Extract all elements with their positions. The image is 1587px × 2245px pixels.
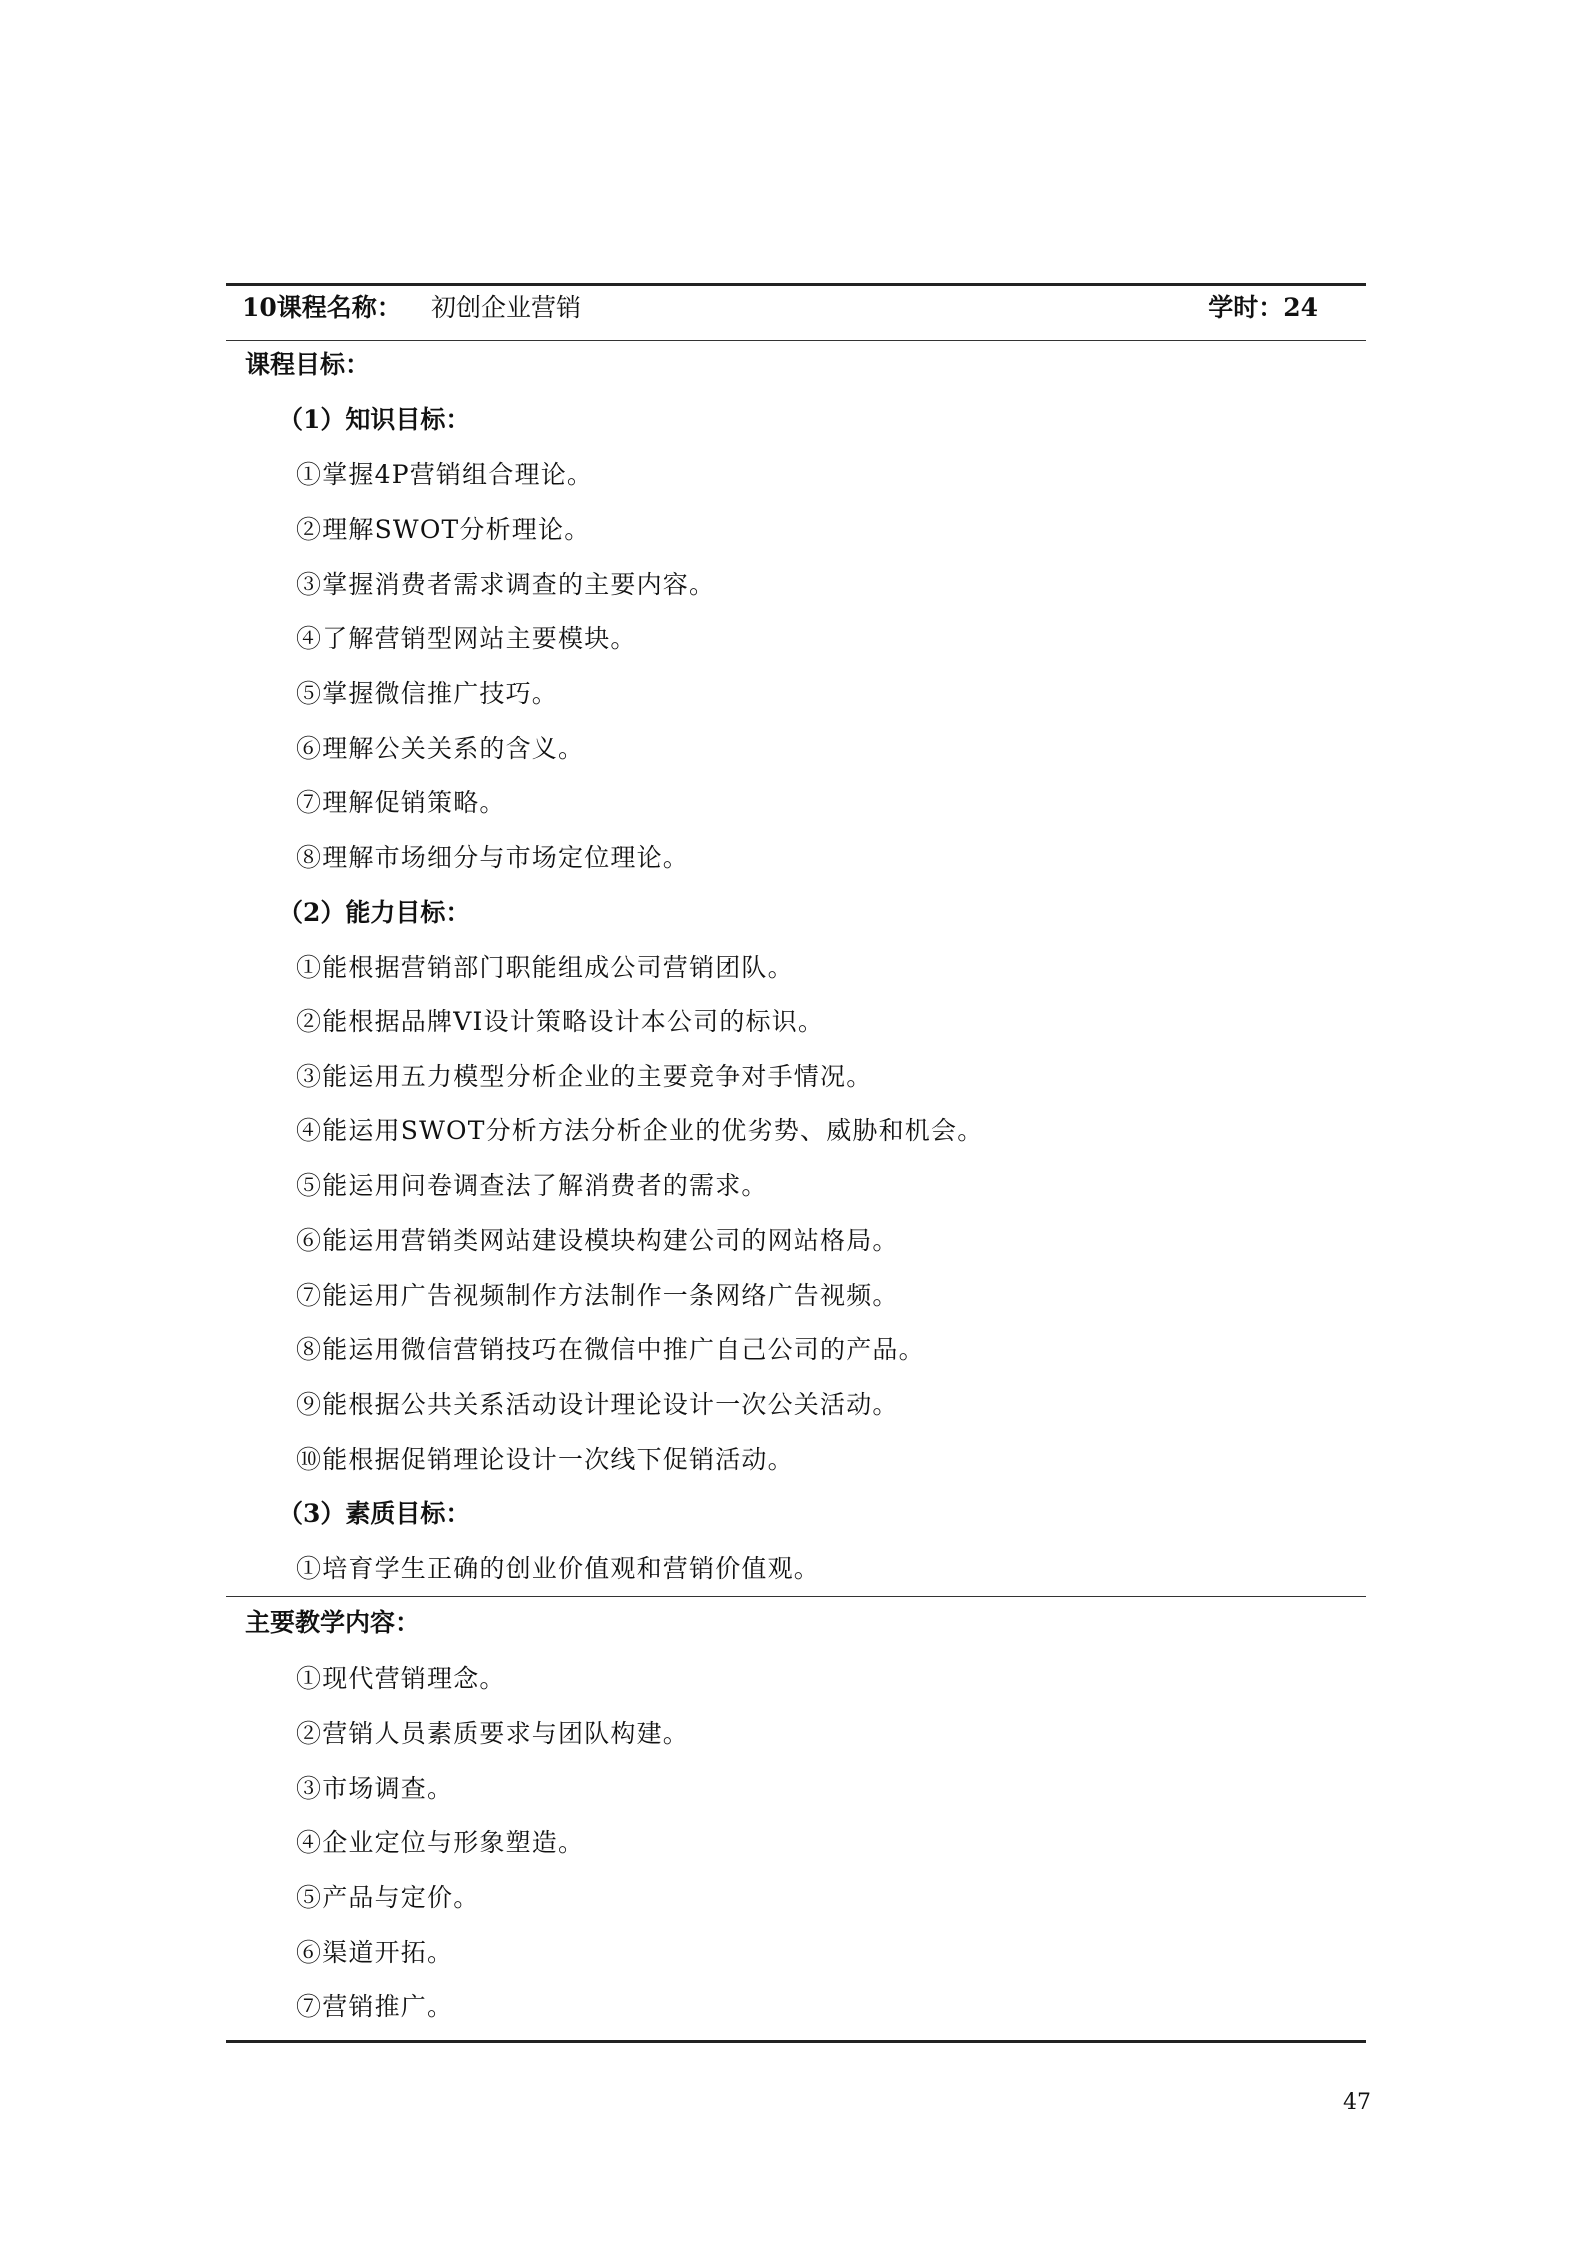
knowledge-goals-title: （1）知识目标： xyxy=(278,405,471,434)
list-item: ①现代营销理念。 xyxy=(296,1664,506,1693)
list-item: ④了解营销型网站主要模块。 xyxy=(296,624,637,653)
list-item: ⑥渠道开拓。 xyxy=(296,1938,454,1967)
list-item: ②理解SWOT分析理论。 xyxy=(296,515,591,544)
list-item: ④能运用SWOT分析方法分析企业的优劣势、威胁和机会。 xyxy=(296,1116,984,1145)
list-item: ⑦理解促销策略。 xyxy=(296,788,506,817)
header-divider xyxy=(226,340,1366,341)
list-item: ④企业定位与形象塑造。 xyxy=(296,1828,585,1857)
list-item: ②营销人员素质要求与团队构建。 xyxy=(296,1719,690,1748)
list-item: ①能根据营销部门职能组成公司营销团队。 xyxy=(296,953,794,982)
goals-divider xyxy=(226,1596,1366,1597)
list-item: ⑦营销推广。 xyxy=(296,1992,454,2021)
list-item: ⑦能运用广告视频制作方法制作一条网络广告视频。 xyxy=(296,1281,899,1310)
list-item: ⑤能运用问卷调查法了解消费者的需求。 xyxy=(296,1171,768,1200)
list-item: ⑤产品与定价。 xyxy=(296,1883,480,1912)
quality-goals-title: （3）素质目标： xyxy=(278,1499,471,1528)
ability-goals-title: （2）能力目标： xyxy=(278,898,471,927)
list-item: ①掌握4P营销组合理论。 xyxy=(296,460,594,489)
course-number-label: 10课程名称： xyxy=(242,293,402,322)
page-number: 47 xyxy=(1343,2090,1371,2115)
list-item: ⑧理解市场细分与市场定位理论。 xyxy=(296,843,690,872)
table-bottom-rule xyxy=(226,2040,1366,2043)
list-item: ②能根据品牌VI设计策略设计本公司的标识。 xyxy=(296,1007,825,1036)
list-item: ③掌握消费者需求调查的主要内容。 xyxy=(296,570,716,599)
list-item: ⑥理解公关关系的含义。 xyxy=(296,734,585,763)
list-item: ③能运用五力模型分析企业的主要竞争对手情况。 xyxy=(296,1062,873,1091)
course-name: 初创企业营销 xyxy=(431,293,582,322)
list-item: ⑧能运用微信营销技巧在微信中推广自己公司的产品。 xyxy=(296,1335,925,1364)
content-title: 主要教学内容： xyxy=(245,1608,421,1637)
list-item: ⑤掌握微信推广技巧。 xyxy=(296,679,559,708)
list-item: ⑨能根据公共关系活动设计理论设计一次公关活动。 xyxy=(296,1390,899,1419)
list-item: ①培育学生正确的创业价值观和营销价值观。 xyxy=(296,1554,821,1583)
goals-title: 课程目标： xyxy=(245,350,371,379)
list-item: ⑩能根据促销理论设计一次线下促销活动。 xyxy=(296,1445,794,1474)
course-hours: 学时：24 xyxy=(1208,293,1318,322)
table-top-rule xyxy=(226,283,1366,286)
list-item: ⑥能运用营销类网站建设模块构建公司的网站格局。 xyxy=(296,1226,899,1255)
course-header-row xyxy=(226,288,1366,338)
list-item: ③市场调查。 xyxy=(296,1774,454,1803)
